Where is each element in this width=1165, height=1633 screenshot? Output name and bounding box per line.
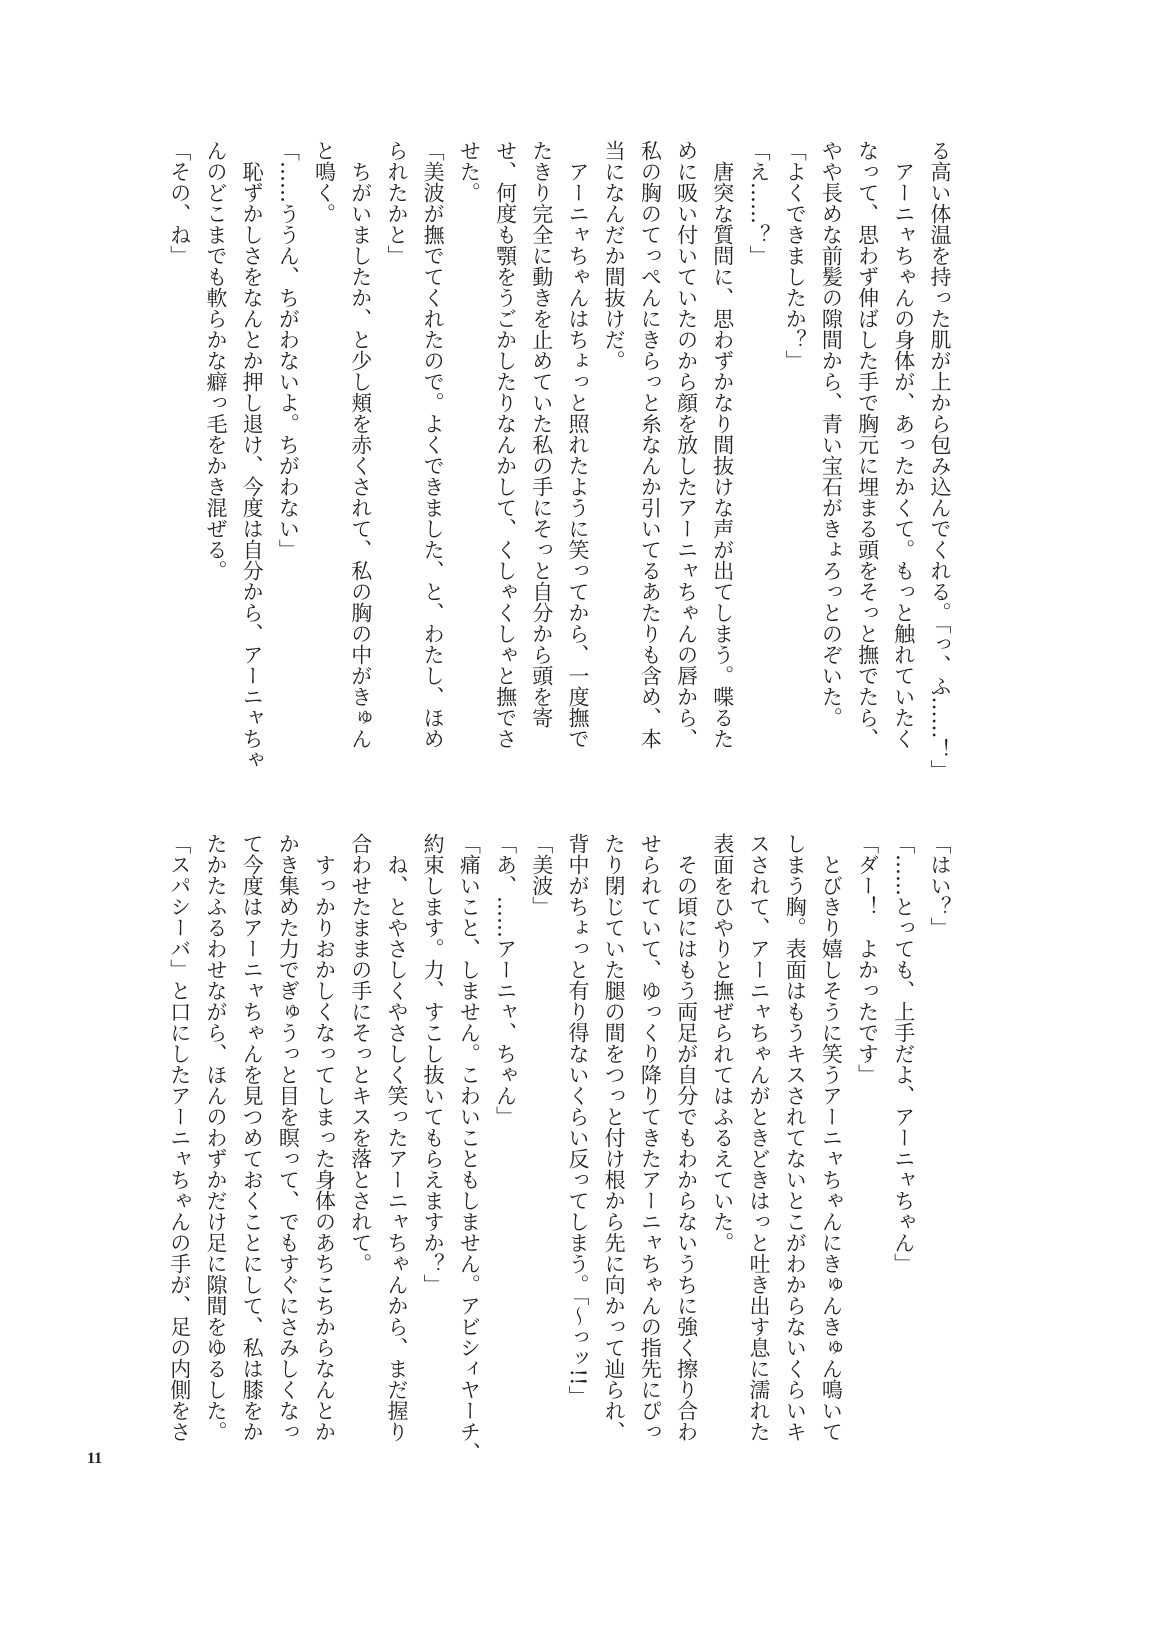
text-line: せた。 — [457, 140, 482, 203]
text-line: ね、とやさしくやさしく笑ったアーニャちゃんから、まだ握り — [384, 833, 409, 1442]
bottom-text-block — [162, 833, 958, 1473]
text-line: めに吸い付いていたのから顔を放したアーニャちゃんの唇から、 — [674, 140, 699, 749]
text-line: 「……とっても、上手だよ、アーニャちゃん」 — [891, 833, 916, 1274]
text-line: と鳴く。 — [312, 140, 337, 224]
text-line: 「はい？」 — [928, 833, 952, 938]
top-text-block — [162, 140, 958, 780]
text-line: 「痛いこと、しません。こわいこともしません。アビシィヤーチ、 — [457, 833, 482, 1463]
text-line: 「ダー！ よかったです」 — [855, 833, 880, 1085]
text-line: 約束します。力、すこし抜いてもらえますか？」 — [421, 833, 446, 1295]
text-line: 唐突な質問に、思わずかなり間抜けな声が出てしまう。喋るた — [710, 140, 735, 749]
text-line: られたかと」 — [384, 140, 409, 266]
text-line: しまう胸。表面はもうキスされてないとこがわからないくらいキ — [783, 833, 808, 1442]
text-line: せられていて、ゆっくり降りてきたアーニャちゃんの指先にぴっ — [638, 833, 663, 1442]
text-line: んのどこまでも軟らかな癖っ毛をかき混ぜる。 — [203, 140, 228, 581]
text-line: 合わせたままの手にそっとキスを落とされて。 — [348, 833, 373, 1274]
text-line: 「美波が撫でてくれたので。よくできました、と、わたし、ほめ — [421, 140, 446, 749]
text-line: かき集めた力でぎゅうっと目を瞑って、でもすぐにさみしくなっ — [276, 833, 301, 1442]
text-line: る高い体温を持った肌が上から包み込んでくれる。「っ、ふ……！」 — [928, 140, 952, 781]
text-line: アーニャちゃんの身体が、あったかくて。もっと触れていたく — [891, 140, 916, 749]
text-line: 「……ううん、ちがわないよ。ちがわない」 — [276, 140, 301, 560]
text-line: 「よくできましたか？」 — [783, 140, 808, 371]
text-line: 「美波」 — [529, 833, 554, 917]
text-line: たきり完全に動きを止めていた私の手にそっと自分から頭を寄 — [529, 140, 554, 728]
text-line: 「え……？」 — [746, 140, 771, 266]
text-line: て今度はアーニャちゃんを見つめておくことにして、私は膝をか — [240, 833, 265, 1442]
text-line: せ、何度も顎をうごかしたりなんかして、くしゃくしゃと撫でさ — [493, 140, 518, 749]
text-line: アーニャちゃんはちょっと照れたように笑ってから、一度撫で — [565, 140, 590, 749]
text-line: たり閉じていた腿の間をつっと付け根から先に向かって辿られ、 — [602, 833, 627, 1442]
text-line: たかたふるわせながら、ほんのわずかだけ足に隙間をゆるした。 — [203, 833, 228, 1442]
text-line: 当になんだか間抜けだ。 — [602, 140, 627, 371]
text-line: スされて、アーニャちゃんがときどきはっと吐き出す息に濡れた — [746, 833, 771, 1442]
text-line: すっかりおかしくなってしまった身体のあちこちからなんとか — [312, 833, 337, 1442]
text-line: ちがいましたか、と少し頬を赤くされて、私の胸の中がきゅん — [348, 140, 373, 749]
text-line: 表面をひやりと撫ぜられてはふるえていた。 — [710, 833, 735, 1253]
text-line: やや長めな前髪の隙間から、青い宝石がきょろっとのぞいた。 — [819, 140, 844, 728]
text-line: 背中がちょっと有り得ないくらい反ってしまう。「〜っッ!!」 — [565, 833, 590, 1407]
text-line: 「その、ね」 — [167, 140, 192, 266]
text-line: なって、思わず伸ばした手で胸元に埋まる頭をそっと撫でたら、 — [855, 140, 880, 749]
text-line: 「スパシーバ」と口にしたアーニャちゃんの手が、足の内側をさ — [167, 833, 192, 1442]
text-line: 恥ずかしさをなんとか押し退け、今度は自分から、アーニャちゃ — [240, 140, 265, 770]
text-line: とびきり嬉しそうに笑うアーニャちゃんにきゅんきゅん鳴いて — [819, 833, 844, 1442]
text-line: 「あ、……アーニャ、ちゃん」 — [493, 833, 518, 1127]
text-line: その頃にはもう両足が自分でもわからないうちに強く擦り合わ — [674, 833, 699, 1442]
page-number: 11 — [87, 1450, 103, 1467]
text-line: 私の胸のてっぺんにきらっと糸なんか引いてるあたりも含め、本 — [638, 140, 663, 749]
